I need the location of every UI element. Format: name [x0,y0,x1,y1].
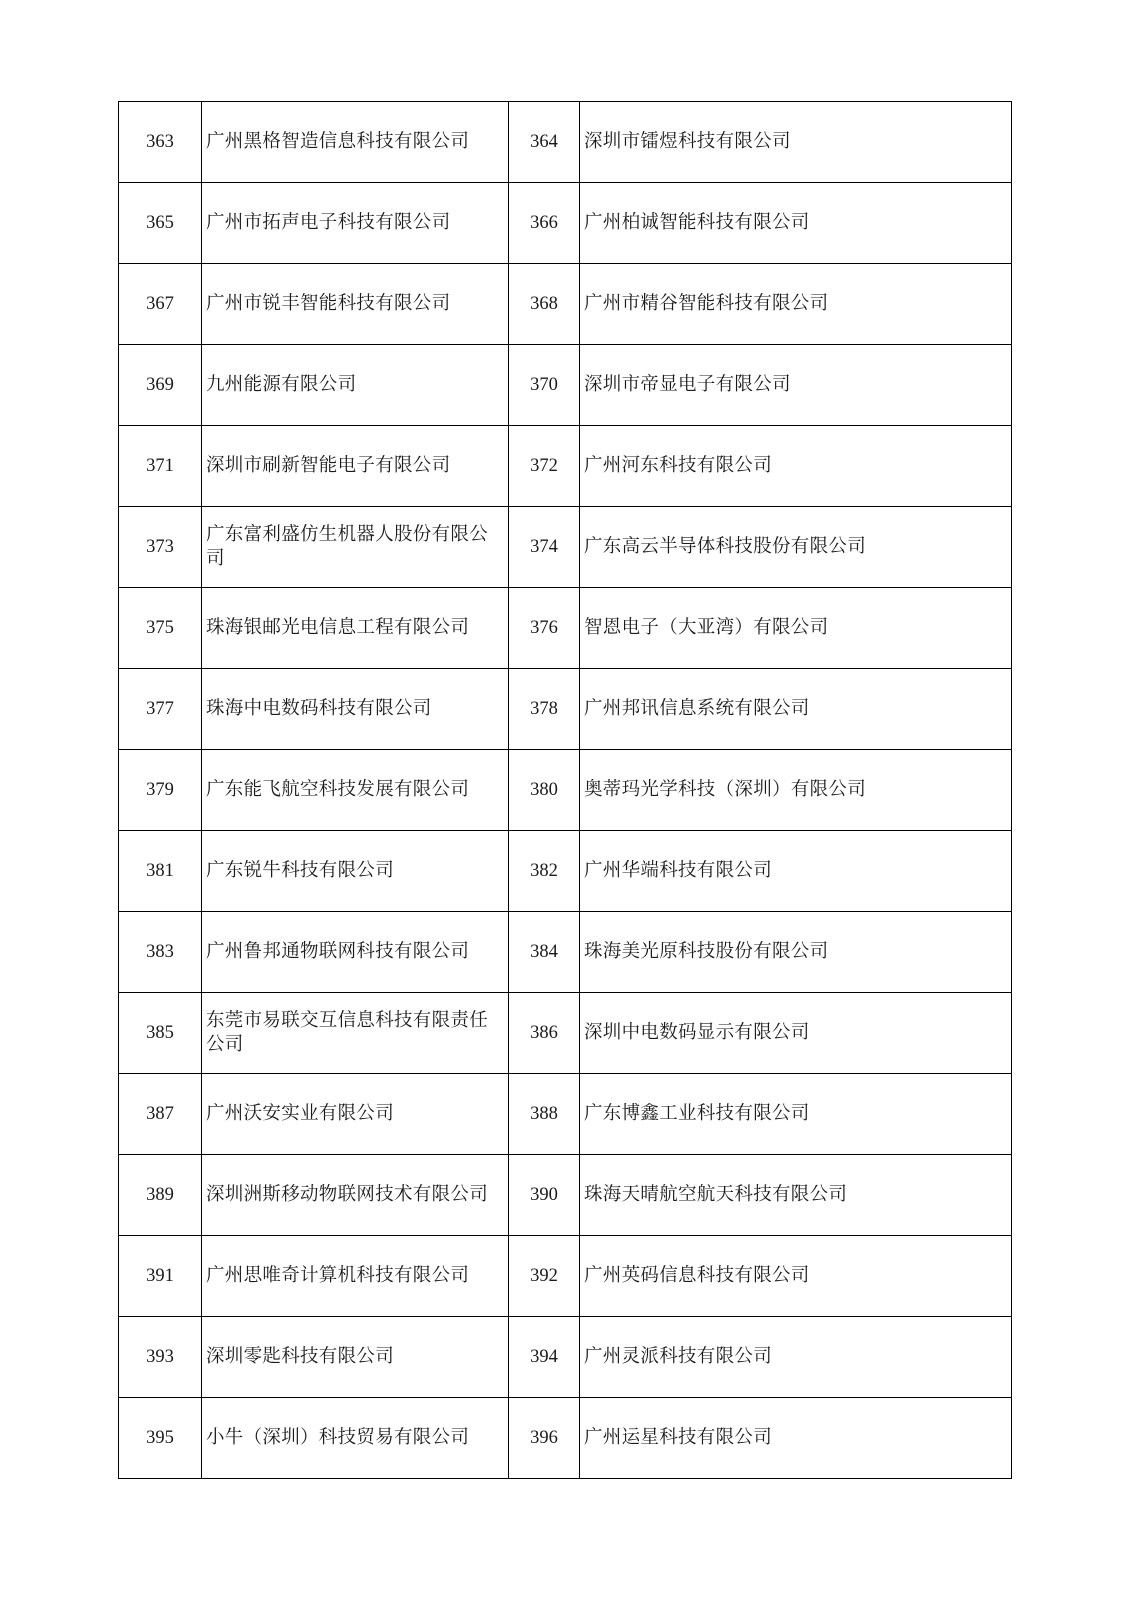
company-name-cell: 广东博鑫工业科技有限公司 [580,1074,1012,1155]
company-name-cell: 广州市拓声电子科技有限公司 [202,183,509,264]
table-row [119,507,1012,588]
table-row [119,1155,1012,1236]
serial-number-cell: 369 [119,345,202,426]
company-name-cell: 广州沃安实业有限公司 [202,1074,509,1155]
serial-number-cell: 372 [509,426,580,507]
company-name-cell: 广州灵派科技有限公司 [580,1317,1012,1398]
serial-number-cell: 396 [509,1398,580,1479]
serial-number-cell: 368 [509,264,580,345]
serial-number-cell: 366 [509,183,580,264]
company-name-cell: 深圳市帝显电子有限公司 [580,345,1012,426]
company-list-body [119,102,1012,1479]
company-name-cell: 东莞市易联交互信息科技有限责任公司 [202,993,509,1074]
table-row [119,102,1012,183]
serial-number-cell: 373 [119,507,202,588]
serial-number-cell: 364 [509,102,580,183]
table-row [119,345,1012,426]
serial-number-cell: 387 [119,1074,202,1155]
serial-number-cell: 367 [119,264,202,345]
table-row [119,1317,1012,1398]
serial-number-cell: 371 [119,426,202,507]
company-name-cell: 广东高云半导体科技股份有限公司 [580,507,1012,588]
company-name-cell: 智恩电子（大亚湾）有限公司 [580,588,1012,669]
company-name-cell: 广东能飞航空科技发展有限公司 [202,750,509,831]
serial-number-cell: 395 [119,1398,202,1479]
company-name-cell: 深圳洲斯移动物联网技术有限公司 [202,1155,509,1236]
table-row [119,912,1012,993]
table-row [119,750,1012,831]
table-row [119,831,1012,912]
table-row [119,1074,1012,1155]
serial-number-cell: 381 [119,831,202,912]
serial-number-cell: 384 [509,912,580,993]
company-name-cell: 广州思唯奇计算机科技有限公司 [202,1236,509,1317]
company-name-cell: 广东锐牛科技有限公司 [202,831,509,912]
company-name-cell: 广州邦讯信息系统有限公司 [580,669,1012,750]
table-row [119,1236,1012,1317]
table-row [119,669,1012,750]
company-name-cell: 深圳市镭煜科技有限公司 [580,102,1012,183]
company-name-cell: 深圳市刷新智能电子有限公司 [202,426,509,507]
company-name-cell: 小牛（深圳）科技贸易有限公司 [202,1398,509,1479]
company-list-table [118,101,1012,1479]
company-name-cell: 奥蒂玛光学科技（深圳）有限公司 [580,750,1012,831]
company-name-cell: 广州市锐丰智能科技有限公司 [202,264,509,345]
serial-number-cell: 380 [509,750,580,831]
table-row [119,183,1012,264]
company-name-cell: 广州英码信息科技有限公司 [580,1236,1012,1317]
company-name-cell: 深圳中电数码显示有限公司 [580,993,1012,1074]
serial-number-cell: 365 [119,183,202,264]
serial-number-cell: 391 [119,1236,202,1317]
company-name-cell: 珠海天晴航空航天科技有限公司 [580,1155,1012,1236]
table-row [119,588,1012,669]
serial-number-cell: 363 [119,102,202,183]
serial-number-cell: 386 [509,993,580,1074]
serial-number-cell: 389 [119,1155,202,1236]
serial-number-cell: 376 [509,588,580,669]
company-name-cell: 珠海美光原科技股份有限公司 [580,912,1012,993]
serial-number-cell: 370 [509,345,580,426]
serial-number-cell: 374 [509,507,580,588]
serial-number-cell: 385 [119,993,202,1074]
company-name-cell: 广州鲁邦通物联网科技有限公司 [202,912,509,993]
company-name-cell: 珠海中电数码科技有限公司 [202,669,509,750]
company-name-cell: 广州市精谷智能科技有限公司 [580,264,1012,345]
company-name-cell: 广州华端科技有限公司 [580,831,1012,912]
serial-number-cell: 394 [509,1317,580,1398]
serial-number-cell: 390 [509,1155,580,1236]
table-row [119,426,1012,507]
company-name-cell: 广州黑格智造信息科技有限公司 [202,102,509,183]
table-row [119,264,1012,345]
serial-number-cell: 388 [509,1074,580,1155]
company-name-cell: 深圳零匙科技有限公司 [202,1317,509,1398]
company-name-cell: 珠海银邮光电信息工程有限公司 [202,588,509,669]
company-name-cell: 广州柏诚智能科技有限公司 [580,183,1012,264]
company-name-cell: 九州能源有限公司 [202,345,509,426]
serial-number-cell: 379 [119,750,202,831]
table-row [119,1398,1012,1479]
company-name-cell: 广州运星科技有限公司 [580,1398,1012,1479]
serial-number-cell: 382 [509,831,580,912]
serial-number-cell: 377 [119,669,202,750]
table-row [119,993,1012,1074]
company-name-cell: 广东富利盛仿生机器人股份有限公司 [202,507,509,588]
serial-number-cell: 375 [119,588,202,669]
serial-number-cell: 393 [119,1317,202,1398]
serial-number-cell: 383 [119,912,202,993]
serial-number-cell: 392 [509,1236,580,1317]
serial-number-cell: 378 [509,669,580,750]
company-name-cell: 广州河东科技有限公司 [580,426,1012,507]
